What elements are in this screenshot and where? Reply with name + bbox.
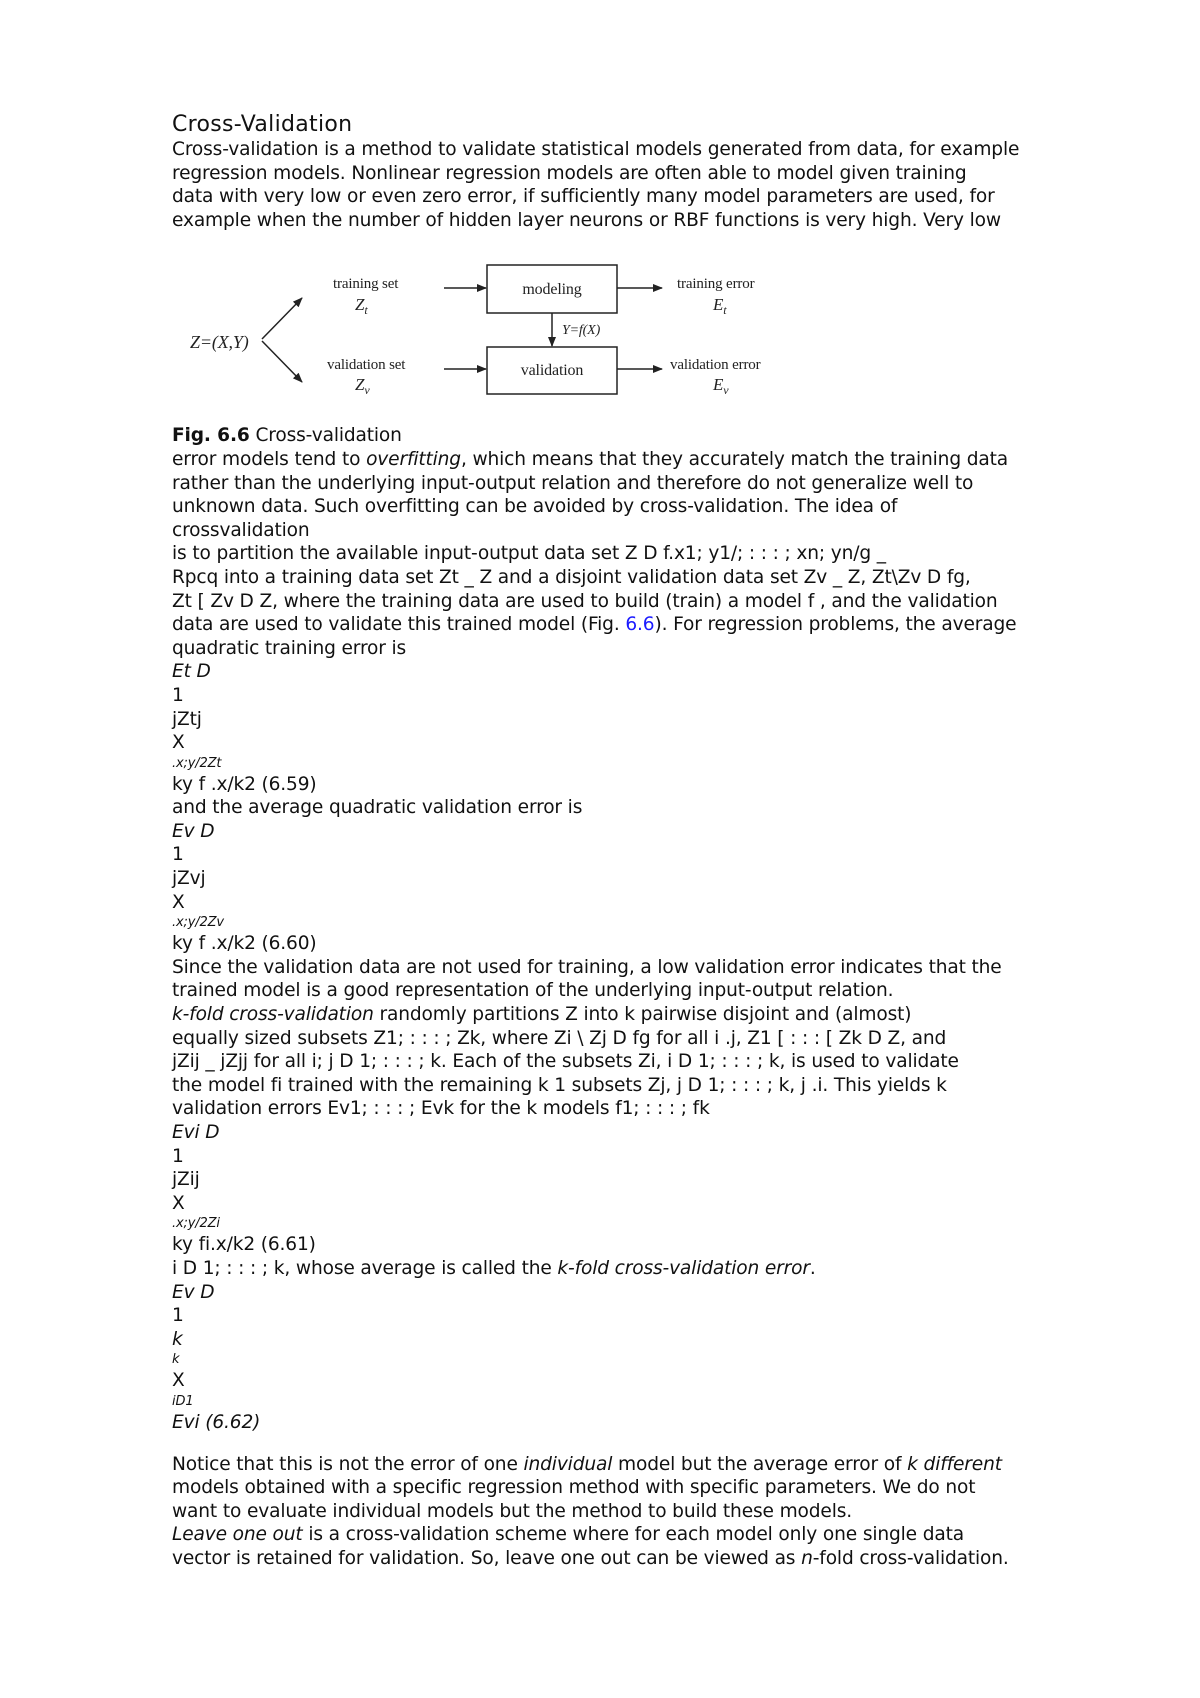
text-line: example when the number of hidden layer neurons or RBF functions is very high. Very low bbox=[172, 209, 1001, 231]
spacer bbox=[172, 1435, 1172, 1453]
eq-sum-subscript: iD1 bbox=[172, 1393, 194, 1409]
text-line: Since the validation data are not used for training, a low validation error indicates that the bbox=[172, 956, 1002, 978]
text-line: trained model is a good representation of the underlying input-output relation. bbox=[172, 980, 894, 1002]
training-error-label: training error bbox=[677, 276, 755, 293]
training-error-symbol: $E_t$ bbox=[713, 295, 727, 318]
eq-rhs: ky fi.x/k2 (6.61) bbox=[172, 1234, 316, 1256]
text-line: unknown data. Such overfitting can be avoided by cross-validation. The idea of bbox=[172, 496, 898, 518]
arrow-to-training-set bbox=[262, 298, 302, 339]
figure-diagram bbox=[172, 232, 772, 412]
eq-rhs: Evi (6.62) bbox=[172, 1411, 261, 1433]
text-line: is to partition the available input-output data set Z D f.x1; y1/; : : : ; xn; yn/g _ bbox=[172, 543, 886, 565]
equation-6-59 bbox=[172, 660, 1172, 796]
cross-validation-figure bbox=[172, 232, 1172, 424]
eq-numerator: 1 bbox=[172, 1145, 184, 1167]
text-line: models obtained with a specific regression method with specific parameters. We do not bbox=[172, 1477, 976, 1499]
intro-paragraph bbox=[172, 138, 1172, 232]
eq-lhs: Ev D bbox=[172, 1281, 215, 1303]
training-set-symbol: $Z_t$ bbox=[355, 295, 368, 318]
modeling-label: modeling bbox=[522, 281, 582, 299]
text-line: want to evaluate individual models but the method to build these models. bbox=[172, 1500, 853, 1522]
eq-rhs: ky f .x/k2 (6.60) bbox=[172, 933, 317, 955]
text-line: crossvalidation bbox=[172, 519, 310, 541]
eq-sum-symbol: X bbox=[172, 1192, 185, 1214]
validation-set-symbol: $Z_v$ bbox=[355, 375, 370, 398]
text-line: error models tend to overfitting, which means that they accurately match the training data bbox=[172, 448, 1009, 470]
text-line: rather than the underlying input-output relation and therefore do not generalize well to bbox=[172, 472, 974, 494]
figure-caption bbox=[172, 424, 1172, 448]
term-k-fold-error: k-fold cross-validation error bbox=[557, 1257, 810, 1279]
eq-numerator: 1 bbox=[172, 1305, 184, 1327]
eq-lhs: Et D bbox=[172, 661, 211, 683]
text-line: Notice that this is not the error of one individual model but the average error of k different bbox=[172, 1453, 1002, 1475]
validation-label: validation bbox=[520, 362, 584, 380]
figure-number: Fig. 6.6 bbox=[172, 425, 250, 447]
text-line: Zt [ Zv D Z, where the training data are used to build (train) a model f , and the validation bbox=[172, 590, 998, 612]
eq-rhs: ky f .x/k2 (6.59) bbox=[172, 773, 317, 795]
text-line: Cross-validation is a method to validate statistical models generated from data, for example bbox=[172, 139, 1020, 160]
eq-denominator: jZij bbox=[172, 1169, 200, 1191]
section-title: Cross-Validation bbox=[172, 112, 353, 137]
term-n: n bbox=[801, 1547, 813, 1569]
term-overfitting: overfitting bbox=[366, 448, 461, 470]
document-page bbox=[172, 112, 1172, 1571]
text-line: quadratic training error is bbox=[172, 637, 407, 659]
training-set-label: training set bbox=[333, 276, 399, 293]
term-individual: individual bbox=[523, 1453, 613, 1475]
text-line: Rpcq into a training data set Zt _ Z and a disjoint validation data set Zv _ Z, Zt\Zv D fg, bbox=[172, 566, 971, 588]
eq-sum-upper: k bbox=[172, 1352, 180, 1368]
eq-sum-symbol: X bbox=[172, 732, 185, 754]
eq-sum-subscript: .x;y/2Zi bbox=[172, 1216, 220, 1232]
term-k-fold: k-fold cross-validation bbox=[172, 1004, 374, 1026]
eq-lhs: Ev D bbox=[172, 820, 215, 842]
equation-6-61 bbox=[172, 1121, 1172, 1257]
validation-error-symbol: $E_v$ bbox=[713, 375, 729, 398]
input-label: Z=(X,Y) bbox=[190, 332, 249, 353]
text-line: Leave one out is a cross-validation scheme where for each model only one single data bbox=[172, 1524, 965, 1546]
text-line: k-fold cross-validation randomly partitions Z into k pairwise disjoint and (almost) bbox=[172, 1004, 912, 1026]
text-line: validation errors Ev1; : : : ; Evk for the k models f1; : : : ; fk bbox=[172, 1098, 710, 1120]
arrow-to-validation-set bbox=[262, 341, 302, 382]
text-line: equally sized subsets Z1; : : : ; Zk, where Zi \ Zj D fg for all i .j, Z1 [ : : : [ Zk D Z, and bbox=[172, 1027, 947, 1049]
text-line: regression models. Nonlinear regression models are often able to model given training bbox=[172, 162, 967, 184]
text-line: jZij _ jZjj for all i; j D 1; : : : ; k. Each of the subsets Zi, i D 1; : : : ; k, is used to validate bbox=[172, 1051, 959, 1073]
eq-denominator: jZvj bbox=[172, 868, 206, 890]
term-leave-one-out: Leave one out bbox=[172, 1524, 303, 1546]
eq-numerator: 1 bbox=[172, 844, 184, 866]
term-k-different: k different bbox=[907, 1453, 1002, 1475]
eq-sum-symbol: X bbox=[172, 891, 185, 913]
eq-lhs: Evi D bbox=[172, 1122, 220, 1143]
equation-6-62 bbox=[172, 1281, 1172, 1435]
eq-sum-subscript: .x;y/2Zv bbox=[172, 915, 224, 931]
text-line: the model fi trained with the remaining k 1 subsets Zj, j D 1; : : : ; k, j .i. This yields k bbox=[172, 1074, 947, 1096]
closing-paragraph bbox=[172, 1453, 1172, 1571]
eq-denominator: jZtj bbox=[172, 708, 202, 730]
text-line: and the average quadratic validation error is bbox=[172, 797, 583, 819]
model-output-label: Y=f(X) bbox=[562, 323, 601, 339]
figure-reference-link[interactable]: 6.6 bbox=[625, 614, 655, 636]
text-line: data are used to validate this trained model (Fig. 6.6). For regression problems, the average bbox=[172, 614, 1017, 636]
validation-error-label: validation error bbox=[670, 357, 761, 374]
text-line: data with very low or even zero error, if sufficiently many model parameters are used, for bbox=[172, 186, 995, 208]
eq-sum-subscript: .x;y/2Zt bbox=[172, 755, 222, 771]
text-line: i D 1; : : : ; k, whose average is called the k-fold cross-validation error. bbox=[172, 1257, 816, 1279]
body-paragraph bbox=[172, 448, 1172, 660]
figure-caption-text: Cross-validation bbox=[255, 425, 402, 447]
eq-sum-symbol: X bbox=[172, 1370, 185, 1392]
text-line: vector is retained for validation. So, leave one out can be viewed as n-fold cross-validation. bbox=[172, 1547, 1009, 1569]
equation-6-60 bbox=[172, 820, 1172, 956]
validation-set-label: validation set bbox=[327, 357, 406, 374]
eq-numerator: 1 bbox=[172, 684, 184, 706]
body-paragraph-2 bbox=[172, 956, 1172, 1121]
eq-denominator: k bbox=[172, 1328, 183, 1350]
